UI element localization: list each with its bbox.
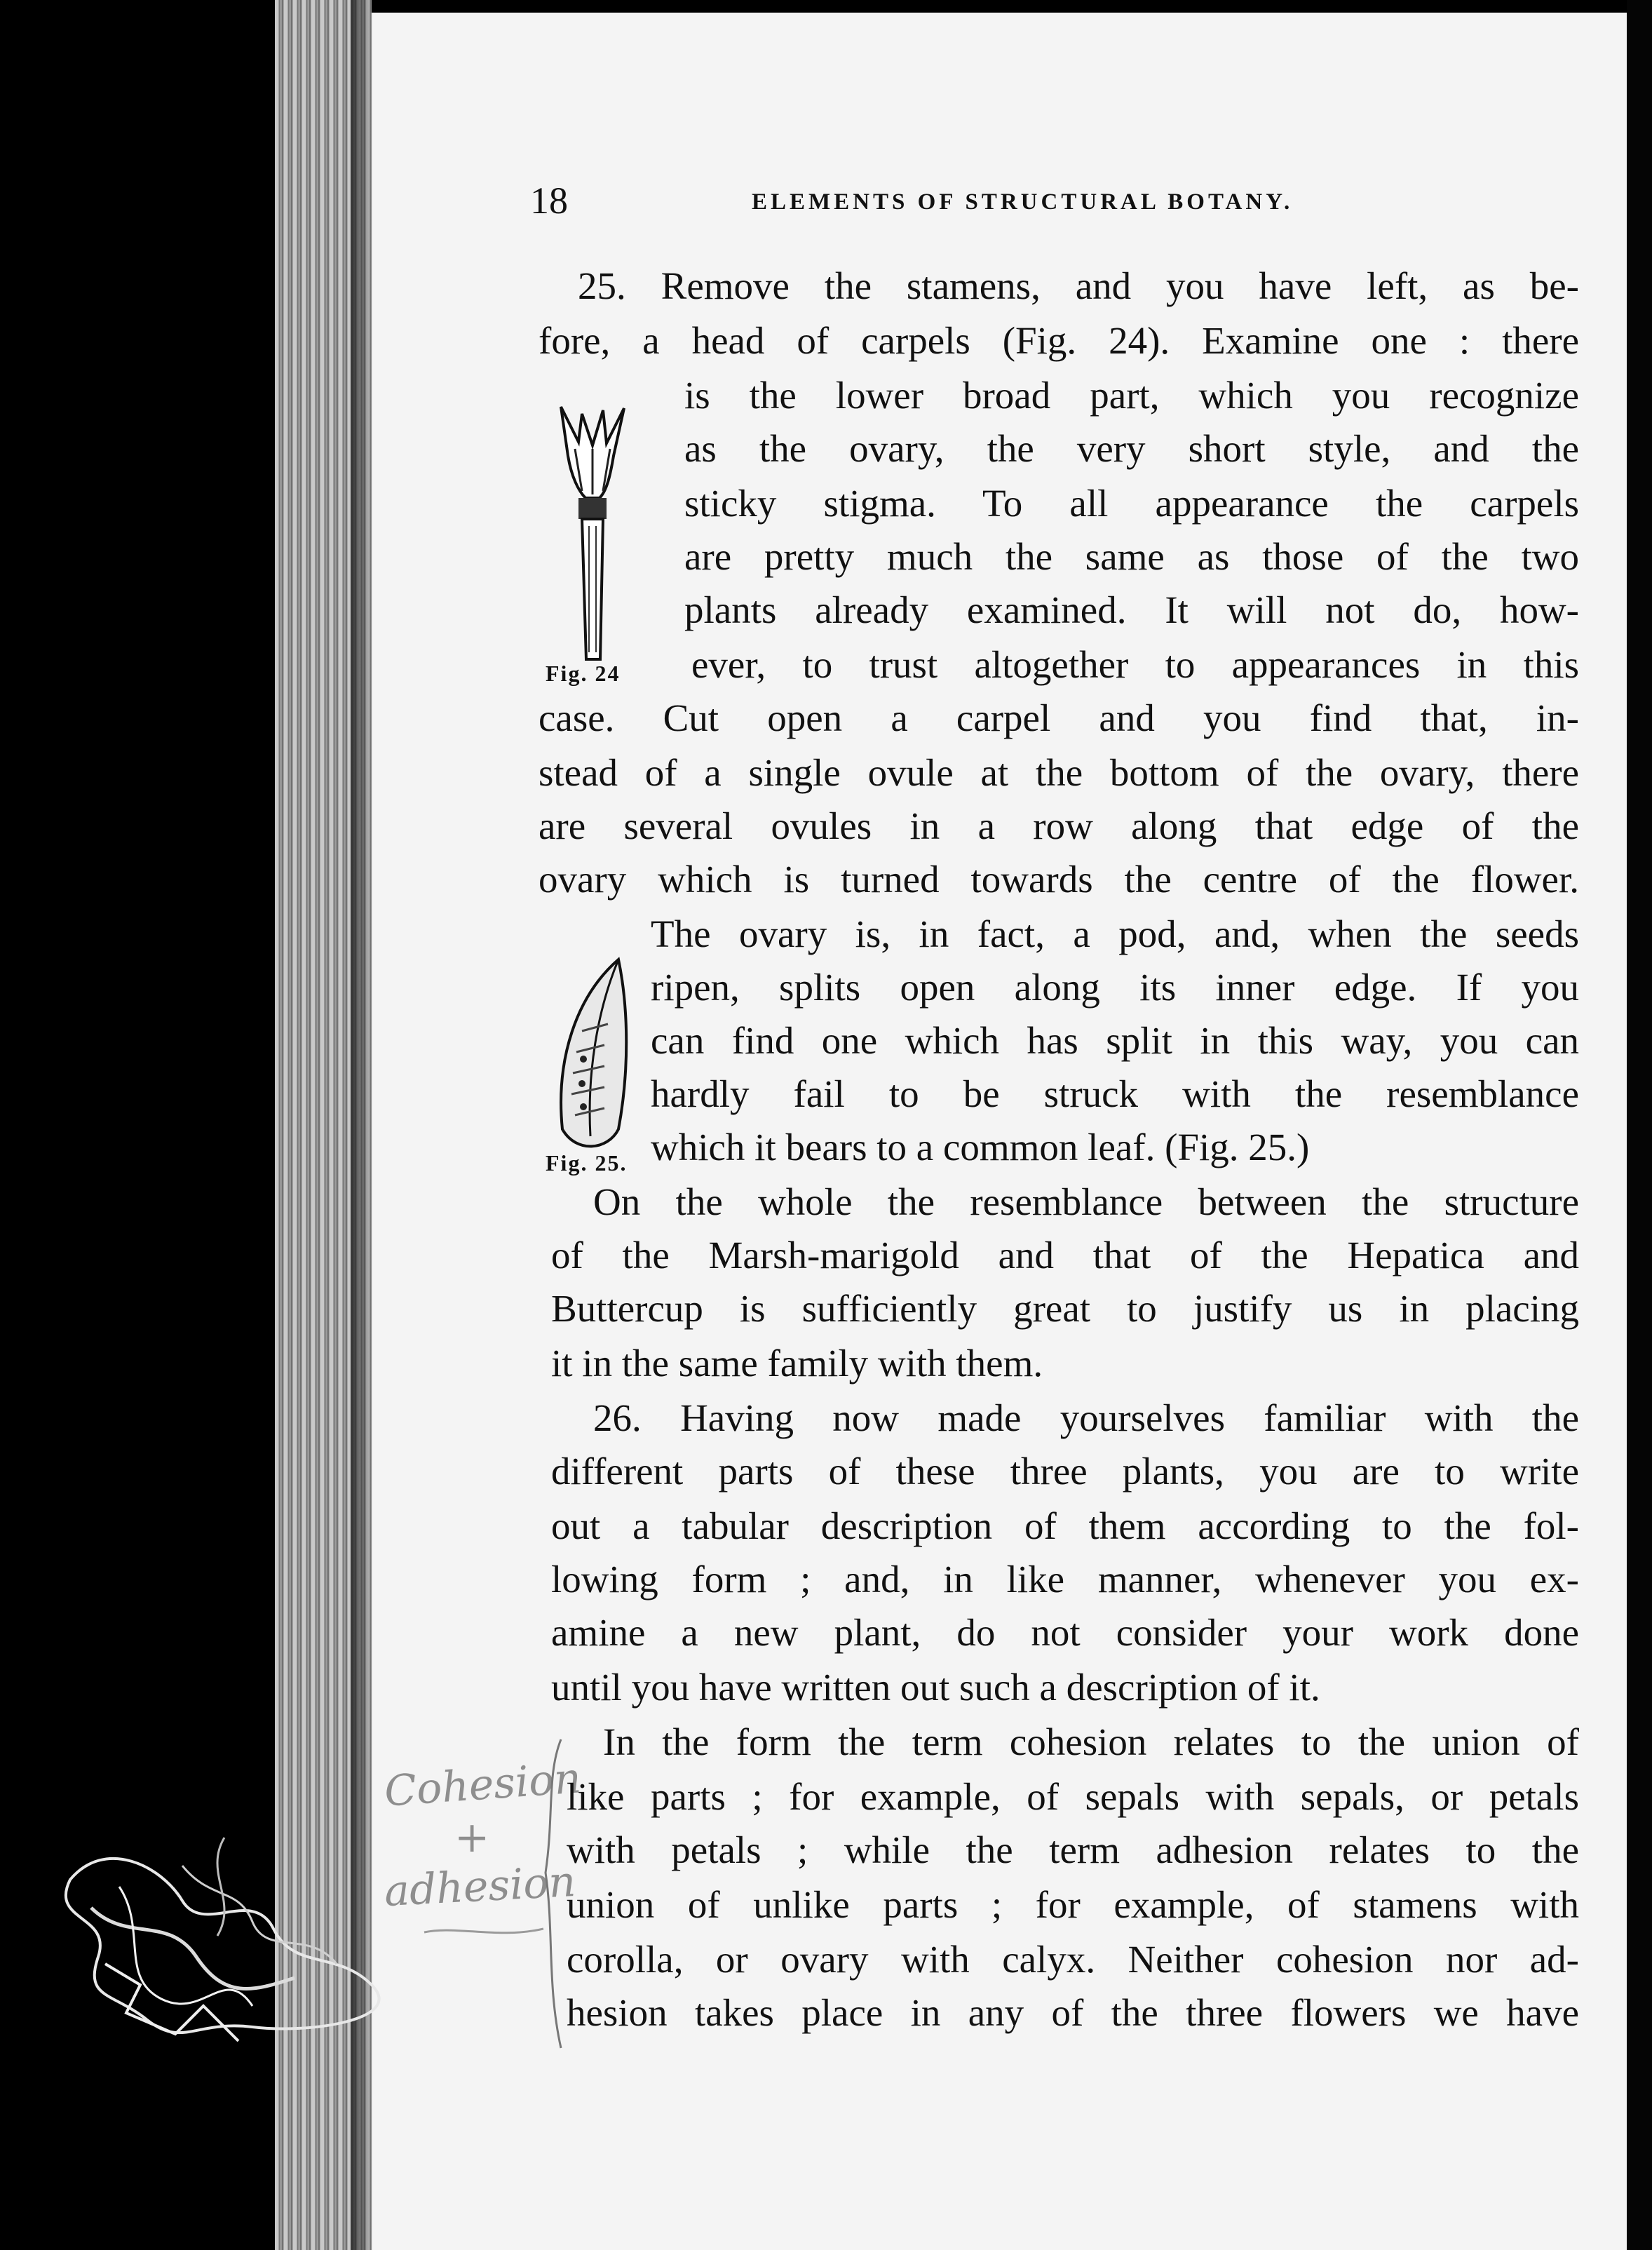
text-line-18: On the whole the resemblance between the structure (593, 1180, 1579, 1223)
text-line-21: it in the same family with them. (551, 1342, 1043, 1385)
text-line-20: Buttercup is sufficiently great to justify us in placing (551, 1287, 1579, 1330)
text-line-7: plants already examined. It will not do, how- (684, 588, 1579, 631)
figure-25-caption: Fig. 25. (546, 1150, 628, 1175)
text-line-23: different parts of these three plants, you are to write (551, 1450, 1579, 1493)
text-line-10: stead of a single ovule at the bottom of the ovary, there (539, 751, 1579, 794)
text-line-1: 25. Remove the stamens, and you have left, as be- (578, 264, 1579, 307)
text-line-5: sticky stigma. To all appearance the carpels (684, 482, 1579, 525)
text-line-32: corolla, or ovary with calyx. Neither cohesion nor ad- (567, 1938, 1579, 1981)
figure-24-caption: Fig. 24 (546, 661, 621, 686)
text-line-24: out a tabular description of them according to the fol- (551, 1504, 1579, 1547)
text-line-2: fore, a head of carpels (Fig. 24). Examine one : there (539, 319, 1579, 362)
text-line-13: The ovary is, in fact, a pod, and, when the seeds (651, 912, 1579, 955)
text-line-29: like parts ; for example, of sepals with sepals, or petals (567, 1775, 1579, 1818)
page-number: 18 (530, 180, 568, 222)
text-line-30: with petals ; while the term adhesion relates to the (567, 1828, 1579, 1871)
text-line-9: case. Cut open a carpel and you find that, in- (539, 696, 1579, 739)
figure-24-carpel (540, 400, 645, 666)
margin-note-line1: Cohesion (382, 1753, 583, 1817)
text-line-25: lowing form ; and, in like manner, whenever you ex- (551, 1558, 1579, 1601)
text-line-17: which it bears to a common leaf. (Fig. 25.) (651, 1126, 1310, 1168)
text-line-3: is the lower broad part, which you recognize (684, 374, 1579, 417)
text-line-19: of the Marsh-marigold and that of the Hepatica and (551, 1234, 1579, 1276)
text-line-6: are pretty much the same as those of the two (684, 535, 1579, 578)
text-line-16: hardly fail to be struck with the resemblance (651, 1072, 1579, 1115)
text-line-26: amine a new plant, do not consider your work done (551, 1611, 1579, 1654)
text-line-15: can find one which has split in this way, you can (651, 1019, 1579, 1062)
text-line-8: ever, to trust altogether to appearances in this (691, 643, 1579, 686)
text-line-12: ovary which is turned towards the centre of the flower. (539, 858, 1579, 901)
paper-scrap (42, 1824, 407, 2076)
text-line-22: 26. Having now made yourselves familiar with the (593, 1396, 1579, 1439)
margin-note-line2: + (454, 1813, 490, 1862)
text-line-4: as the ovary, the very short style, and the (684, 427, 1579, 470)
figure-25-pod (548, 954, 639, 1157)
text-line-14: ripen, splits open along its inner edge. If you (651, 966, 1579, 1009)
margin-underline (421, 1922, 547, 1943)
text-line-11: are several ovules in a row along that edge of the (539, 804, 1579, 847)
text-line-28: In the form the term cohesion relates to the union of (603, 1720, 1579, 1763)
text-line-33: hesion takes place in any of the three flowers we have (567, 1991, 1579, 2034)
margin-bracket (540, 1732, 568, 2055)
right-edge (1627, 0, 1652, 2250)
margin-note-line3: adhesion (383, 1857, 577, 1917)
text-line-27: until you have written out such a description of it. (551, 1666, 1320, 1709)
text-line-31: union of unlike parts ; for example, of stamens with (567, 1883, 1579, 1926)
running-title: ELEMENTS OF STRUCTURAL BOTANY. (752, 189, 1294, 215)
